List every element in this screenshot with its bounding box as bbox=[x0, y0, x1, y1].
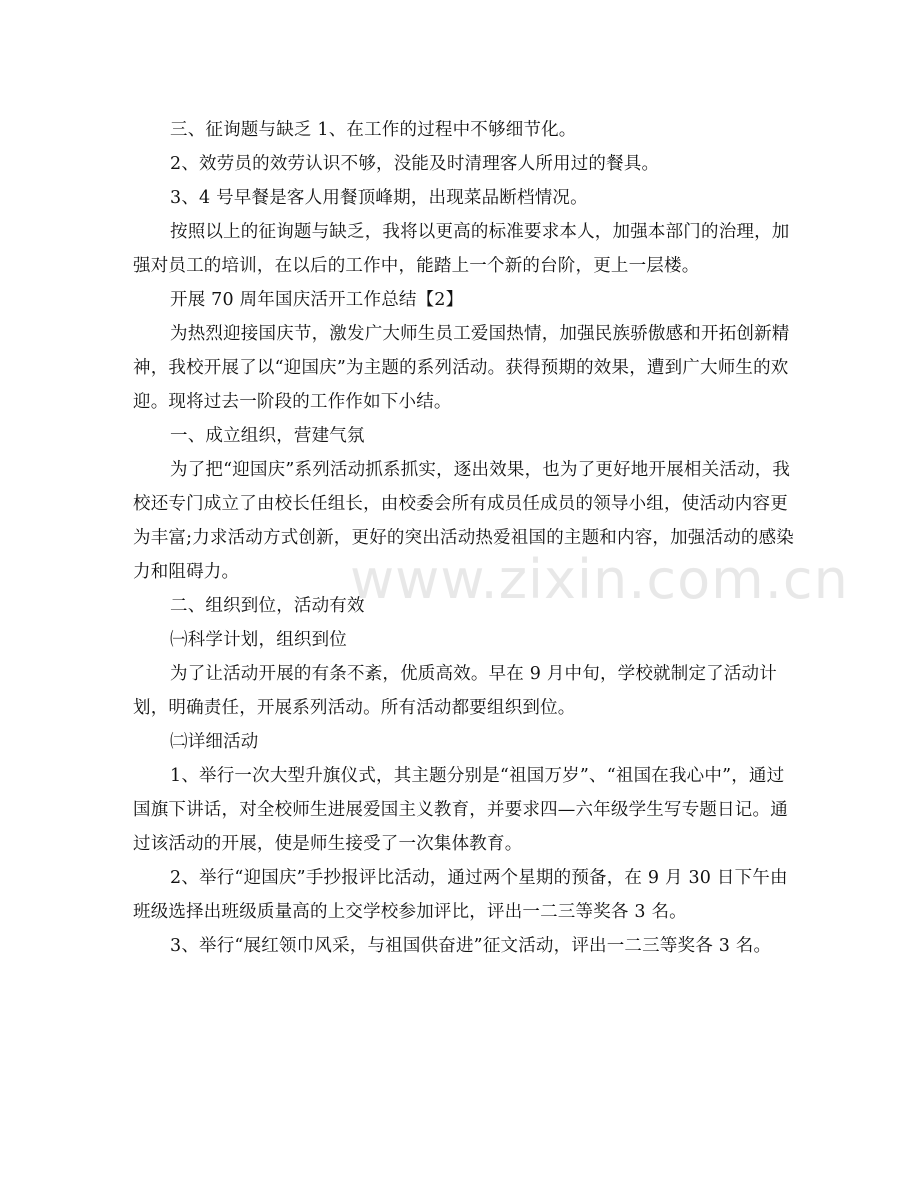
watermark: www.zixin.com.cn bbox=[350, 548, 849, 611]
paragraph-activity-2: 2、举行“迎国庆”手抄报评比活动，通过两个星期的预备，在 9 月 30 日下午由班级选择出班级质量高的上交学校参加评比，评出一二三等奖各 3 名。 bbox=[133, 868, 788, 922]
section-title-summary-2: 开展 70 周年国庆活开工作总结【2】 bbox=[170, 290, 464, 310]
paragraph-problems-heading: 三、征询题与缺乏 1、在工作的过程中不够细节化。 bbox=[170, 120, 577, 140]
paragraph-breakfast-peak: 3、4 号早餐是客人用餐顶峰期，出现菜品断档情况。 bbox=[170, 188, 588, 208]
subheading-detailed-activities: ㈡详细活动 bbox=[170, 732, 259, 752]
heading-effective-activities: 二、组织到位，活动有效 bbox=[170, 596, 365, 616]
paragraph-improvement-plan: 按照以上的征询题与缺乏，我将以更高的标准要求本人，加强本部门的治理，加强对员工的培训，在以后的工作中，能踏上一个新的台阶，更上一层楼。 bbox=[133, 222, 790, 276]
paragraph-service-awareness: 2、效劳员的效劳认识不够，没能及时清理客人所用过的餐具。 bbox=[170, 154, 660, 174]
heading-organization: 一、成立组织，营建气氛 bbox=[170, 426, 365, 446]
document-body bbox=[133, 113, 799, 963]
paragraph-organization: 为了把“迎国庆”系列活动抓系抓实，逐出效果，也为了更好地开展相关活动，我校还专门成立了由校长任组长，由校委会所有成员任成员的领导小组，使活动内容更为丰富;力求活动方式创新，更好的突出活动热爱祖国的主题和内容，加强活动的感染力和阻碍力。 bbox=[133, 460, 794, 582]
subheading-planning: ㈠科学计划，组织到位 bbox=[170, 630, 347, 650]
paragraph-intro: 为热烈迎接国庆节，激发广大师生员工爱国热情，加强民族骄傲感和开拓创新精神，我校开展了以“迎国庆”为主题的系列活动。获得预期的效果，遭到广大师生的欢迎。现将过去一阶段的工作作如下小结。 bbox=[133, 324, 790, 412]
paragraph-activity-1: 1、举行一次大型升旗仪式，其主题分别是“祖国万岁”、“祖国在我心中”，通过国旗下讲话，对全校师生进展爱国主义教育，并要求四—六年级学生写专题日记。通过该活动的开展，使是师生接受了一次集体教育。 bbox=[133, 766, 788, 854]
paragraph-activity-3: 3、举行“展红领巾风采，与祖国供奋进”征文活动，评出一二三等奖各 3 名。 bbox=[170, 936, 772, 956]
paragraph-planning: 为了让活动开展的有条不紊，优质高效。早在 9 月中旬，学校就制定了活动计划，明确责任，开展系列活动。所有活动都要组织到位。 bbox=[133, 664, 777, 718]
